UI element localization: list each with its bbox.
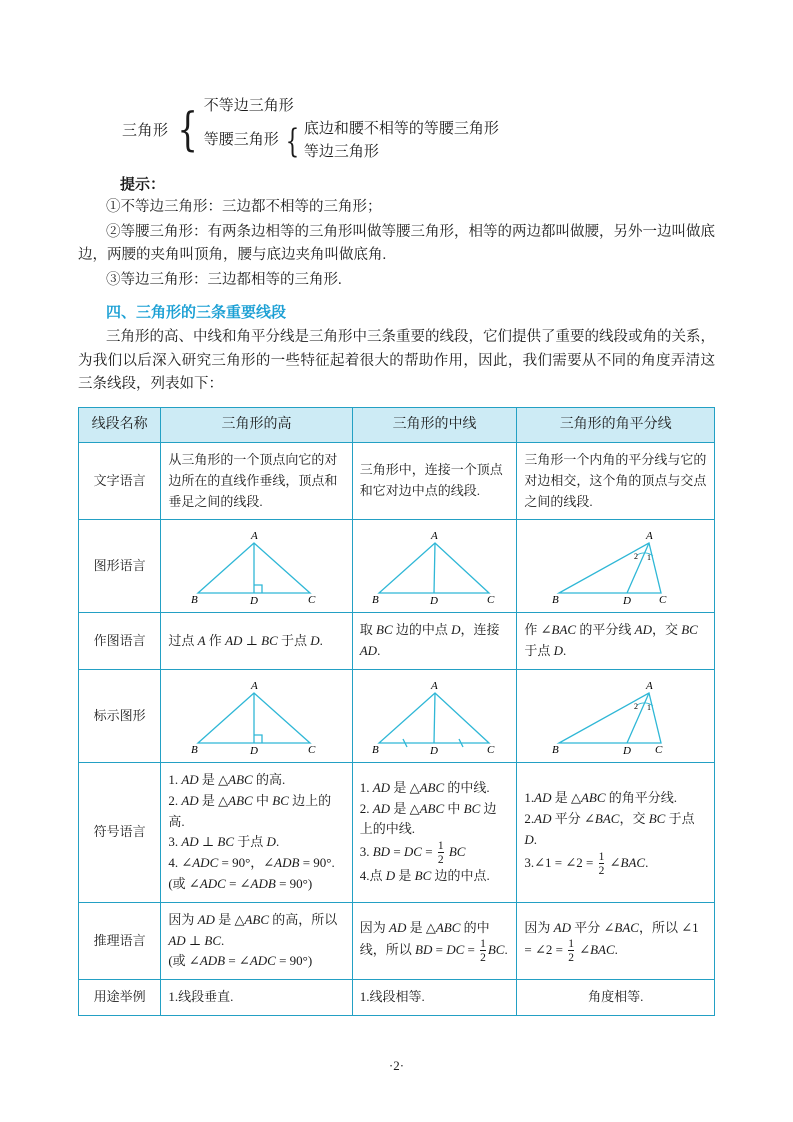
table-header-row	[79, 407, 715, 442]
section-paragraph: 三角形的高、中线和角平分线是三角形中三条重要的线段，它们提供了重要的线段或角的关系，为我们以后深入研究三角形的一些特征起着很大的帮助作用，因此，我们需要从不同的角度弄清这三条线段，列表如下：	[78, 329, 715, 393]
cell-construction-median: 取 BC 边的中点 D，连接 AD.	[352, 613, 517, 670]
cell-reasoning-altitude: 因为 AD 是 △ABC 的高，所以 AD ⊥ BC. (或 ∠ADB = ∠ADC = 90°)	[161, 902, 352, 979]
table-row	[79, 902, 715, 979]
svg-text:B: B	[190, 594, 198, 606]
row-label-reasoning-language: 推理语言	[79, 902, 161, 979]
tips-item-1: ①不等边三角形：三边都不相等的三角形；	[106, 199, 382, 216]
row-label-marked-figure: 标示图形	[79, 670, 161, 763]
cell-figure-bisector	[517, 520, 715, 613]
cell-reasoning-median: 因为 AD 是 △ABC 的中线，所以 BD = DC = $\frac{1}{2}$ BC.	[352, 902, 517, 979]
svg-text:A: A	[430, 680, 438, 693]
svg-text:A: A	[430, 530, 438, 543]
classification-branch-2: 等腰三角形	[203, 132, 279, 149]
cell-text-bisector: 三角形一个内角的平分线与它的对边相交，这个角的顶点与交点之间的线段.	[517, 443, 715, 520]
cell-usage-altitude: 1.线段垂直.	[161, 980, 352, 1016]
triangle-altitude-marked-figure	[182, 677, 332, 755]
table-row	[79, 763, 715, 903]
tips-item-2: ②等腰三角形：有两条边相等的三角形叫做等腰三角形，相等的两边都叫做腰，另外一边叫做底边，两腰的夹角叫顶角，腰与底边夹角叫做底角.	[78, 223, 715, 264]
svg-text:B: B	[371, 594, 379, 606]
header-altitude: 三角形的高	[161, 407, 352, 442]
table-row	[79, 613, 715, 670]
triangle-bisector-marked-figure	[541, 677, 691, 755]
classification-sub-1: 底边和腰不相等的等腰三角形	[303, 121, 499, 138]
classification-head: 三角形	[122, 122, 169, 139]
svg-text:C: C	[307, 594, 315, 606]
svg-text:B: B	[371, 744, 379, 756]
cell-usage-bisector: 角度相等.	[517, 980, 715, 1016]
table-row	[79, 443, 715, 520]
header-median: 三角形的中线	[352, 407, 517, 442]
triangle-altitude-figure	[182, 527, 332, 605]
three-segments-table	[78, 407, 715, 1016]
svg-text:A: A	[250, 530, 258, 543]
svg-text:C: C	[654, 744, 663, 756]
triangle-median-marked-figure	[365, 677, 505, 755]
svg-text:B: B	[190, 744, 198, 756]
svg-text:C: C	[307, 744, 315, 756]
cell-usage-median: 1.线段相等.	[352, 980, 517, 1016]
header-segment-name: 线段名称	[79, 407, 161, 442]
cell-reasoning-bisector: 因为 AD 平分 ∠BAC，所以 ∠1 = ∠2 = $\frac{1}{2}$ ∠BAC.	[517, 902, 715, 979]
tips-title: 提示：	[120, 177, 166, 194]
row-label-symbol-language: 符号语言	[79, 763, 161, 903]
cell-construction-bisector: 作 ∠BAC 的平分线 AD，交 BC 于点 D.	[517, 613, 715, 670]
cell-symbol-median: 1. AD 是 △ABC 的中线. 2. AD 是 △ABC 中 BC 边上的中线. 3. BD = DC = $\frac{1}{2}$ BC 4.点 D 是 BC 边的中点.	[352, 763, 517, 903]
classification-branch-1: 不等边三角形	[203, 98, 294, 114]
header-bisector: 三角形的角平分线	[517, 407, 715, 442]
triangle-bisector-figure	[541, 527, 691, 605]
section-heading: 四、三角形的三条重要线段	[106, 305, 287, 322]
svg-text:C: C	[486, 744, 494, 756]
svg-text:1: 1	[646, 703, 651, 713]
svg-text:B: B	[551, 744, 559, 756]
triangle-classification-diagram	[122, 95, 715, 163]
cell-text-altitude: 从三角形的一个顶点向它的对边所在的直线作垂线，顶点和垂足之间的线段.	[161, 443, 352, 520]
cell-marked-figure-bisector	[517, 670, 715, 763]
svg-text:D: D	[429, 595, 438, 606]
cell-symbol-altitude: 1. AD 是 △ABC 的高. 2. AD 是 △ABC 中 BC 边上的高. 3. AD ⊥ BC 于点 D. 4. ∠ADC = 90°，∠ADB = 90°. (或 ∠ADC = ∠ADB = 90°)	[161, 763, 352, 903]
svg-text:D: D	[622, 745, 631, 756]
row-label-construction-language: 作图语言	[79, 613, 161, 670]
svg-text:1: 1	[646, 553, 651, 563]
cell-figure-median	[352, 520, 517, 613]
page-number: ·2·	[388, 1058, 405, 1073]
row-label-figure-language: 图形语言	[79, 520, 161, 613]
svg-text:A: A	[645, 530, 653, 543]
classification-sub-2: 等边三角形	[303, 143, 379, 160]
table-row	[79, 670, 715, 763]
row-label-usage-example: 用途举例	[79, 980, 161, 1016]
svg-text:D: D	[249, 745, 258, 756]
table-row	[79, 520, 715, 613]
cell-symbol-bisector: 1.AD 是 △ABC 的角平分线. 2.AD 平分 ∠BAC，交 BC 于点 D. 3.∠1 = ∠2 = $\frac{1}{2}$ ∠BAC.	[517, 763, 715, 903]
cell-construction-altitude: 过点 A 作 AD ⊥ BC 于点 D.	[161, 613, 352, 670]
svg-text:D: D	[429, 745, 438, 756]
triangle-median-figure	[365, 527, 505, 605]
svg-text:2: 2	[633, 702, 638, 712]
row-label-text-language: 文字语言	[79, 443, 161, 520]
cell-figure-altitude	[161, 520, 352, 613]
svg-text:A: A	[250, 680, 258, 693]
tips-item-3: ③等边三角形：三边都相等的三角形.	[106, 271, 342, 288]
cell-marked-figure-altitude	[161, 670, 352, 763]
svg-text:A: A	[645, 680, 653, 693]
cell-text-median: 三角形中，连接一个顶点和它对边中点的线段.	[352, 443, 517, 520]
svg-text:B: B	[551, 594, 559, 606]
inner-brace-icon: {	[285, 121, 300, 161]
outer-brace-icon: {	[176, 102, 198, 157]
table-row	[79, 980, 715, 1016]
svg-text:D: D	[249, 595, 258, 606]
svg-text:2: 2	[633, 552, 638, 562]
cell-marked-figure-median	[352, 670, 517, 763]
svg-text:C: C	[658, 594, 667, 606]
svg-text:D: D	[622, 595, 631, 606]
svg-text:C: C	[486, 594, 494, 606]
